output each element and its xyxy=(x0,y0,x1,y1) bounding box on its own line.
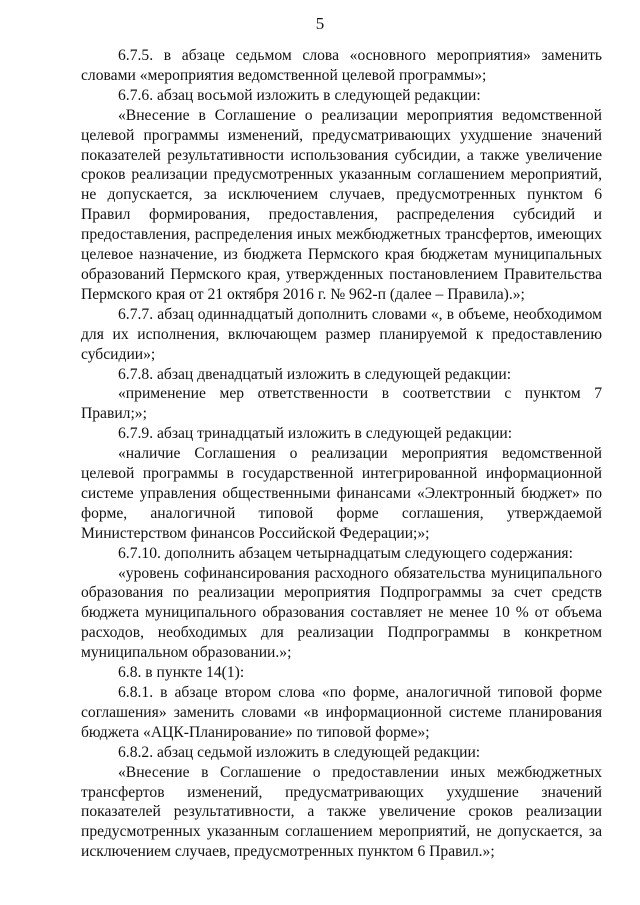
paragraph-6-7-9: 6.7.9. абзац тринадцатый изложить в следующей редакции: xyxy=(118,425,513,443)
paragraph-6-7-5: 6.7.5. в абзаце седьмом слова «основного мероприятия» заменить словами «мероприятия ведомственной целевой программы»; xyxy=(81,47,602,84)
paragraph-quote-vnesenie-mbt: «Внесение в Соглашение о предоставлении иных межбюджетных трансфертов изменений, предусматривающих ухудшение значений показателей результативности, а также увеличение сроков реализации предусмотренных указанным соглашением мероприятий, не допускается, за исключением случаев, предусмотренных пунктом 6 Правил.»; xyxy=(81,763,602,861)
paragraph-6-7-8: 6.7.8. абзац двенадцатый изложить в следующей редакции: xyxy=(118,365,512,383)
paragraph-6-7-10: 6.7.10. дополнить абзацем четырнадцатым следующего содержания: xyxy=(118,544,573,562)
paragraph-6-8: 6.8. в пункте 14(1): xyxy=(118,664,245,682)
paragraph-quote-vnesenie: «Внесение в Соглашение о реализации мероприятия ведомственной целевой программы изменений, предусматривающих ухудшение значений показателей результативности использования субсидии, а также увеличение сроков реализации предусмотренных указанным соглашением мероприятий, не допускается, за исключением случаев, предусмотренных пунктом 6 Правил формирования, предоставления, распределения субсидий и предоставления, распределения иных межбюджетных трансфертов, имеющих целевое назначение, из бюджета Пермского края бюджетам муниципальных образований Пермского края, утвержденных постановлением Правительства Пермского края от 21 октября 2016 г. № 962-п (далее – Правила).»; xyxy=(81,106,602,303)
paragraph-6-7-7: 6.7.7. абзац одиннадцатый дополнить словами «, в объеме, необходимом для их исполнения, включающем размер планируемой к предоставлению субсидии»; xyxy=(81,305,602,363)
paragraph-quote-primenenie: «применение мер ответственности в соответствии с пунктом 7 Правил;»; xyxy=(81,385,602,423)
paragraph-quote-uroven: «уровень софинансирования расходного обязательства муниципального образования по реализации мероприятия Подпрограммы за счет средств бюджета муниципального образования составляет не менее 10 % от объема расходов, необходимых для реализации Подпрограммы в конкретном муниципальном образовании.»; xyxy=(81,564,602,662)
paragraph-6-8-1: 6.8.1. в абзаце втором слова «по форме, аналогичной типовой форме соглашения» заменить словами «в информационной системе планирования бюджета «АЦК-Планирование» по типовой форме»; xyxy=(81,684,602,741)
paragraph-quote-nalichie: «наличие Соглашения о реализации мероприятия ведомственной целевой программы в государственной интегрированной информационной системе управления общественными финансами «Электронный бюджет» по форме, аналогичной типовой форме соглашения, утверждаемой Министерством финансов Российской Федерации;»; xyxy=(81,445,602,542)
paragraph-6-8-2: 6.8.2. абзац седьмой изложить в следующей редакции: xyxy=(118,743,481,761)
page-number: 5 xyxy=(315,14,325,33)
document-body xyxy=(81,46,602,862)
paragraph-6-7-6: 6.7.6. абзац восьмой изложить в следующей редакции: xyxy=(118,86,481,104)
